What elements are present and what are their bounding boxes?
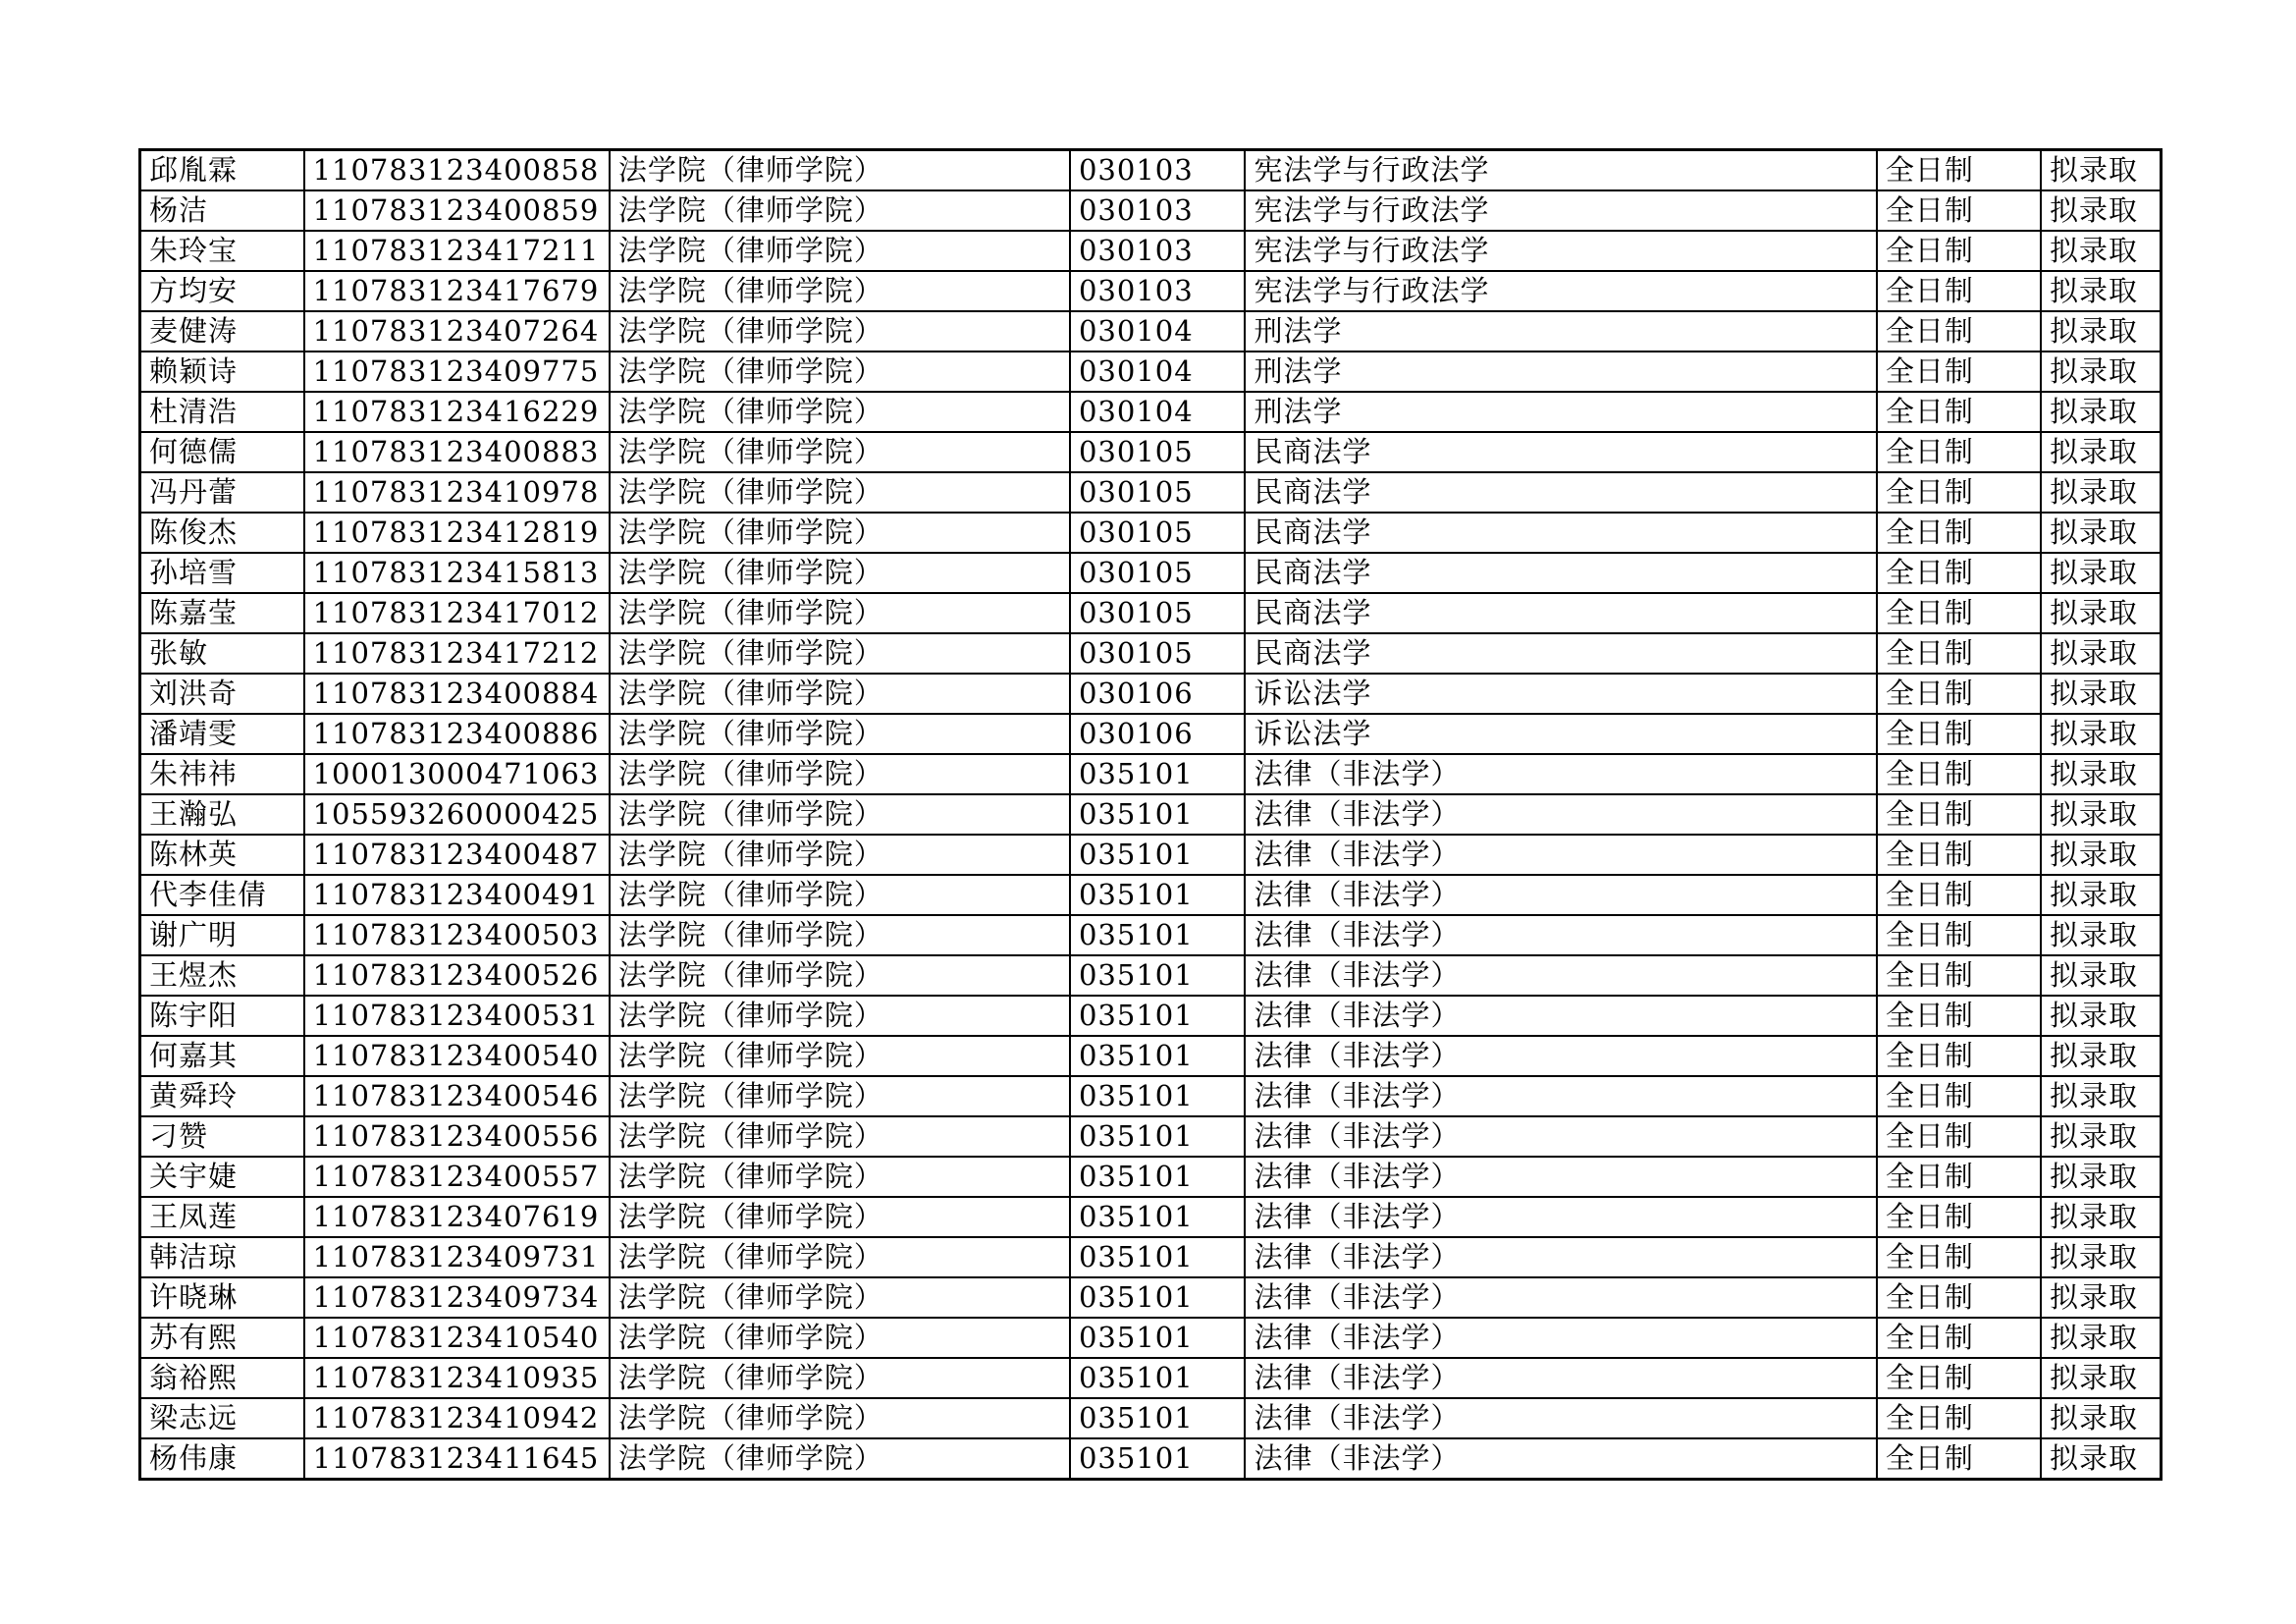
exam-number-cell: 110783123400556	[304, 1116, 610, 1157]
table-row	[140, 553, 2162, 593]
college-cell: 法学院（律师学院）	[610, 392, 1070, 432]
admission-status-cell: 拟录取	[2041, 1076, 2162, 1116]
table-row	[140, 1076, 2162, 1116]
table-row	[140, 1318, 2162, 1358]
college-cell: 法学院（律师学院）	[610, 835, 1070, 875]
major-name-cell: 民商法学	[1245, 432, 1876, 472]
major-code-cell: 035101	[1070, 955, 1246, 996]
exam-number-cell: 110783123416229	[304, 392, 610, 432]
study-mode-cell: 全日制	[1877, 271, 2041, 311]
major-name-cell: 民商法学	[1245, 472, 1876, 513]
major-code-cell: 035101	[1070, 1438, 1246, 1480]
table-row	[140, 1157, 2162, 1197]
major-name-cell: 法律（非法学）	[1245, 1358, 1876, 1398]
admission-status-cell: 拟录取	[2041, 875, 2162, 915]
college-cell: 法学院（律师学院）	[610, 875, 1070, 915]
table-row	[140, 432, 2162, 472]
major-name-cell: 法律（非法学）	[1245, 1318, 1876, 1358]
major-name-cell: 法律（非法学）	[1245, 1398, 1876, 1438]
study-mode-cell: 全日制	[1877, 835, 2041, 875]
college-cell: 法学院（律师学院）	[610, 593, 1070, 633]
study-mode-cell: 全日制	[1877, 150, 2041, 191]
candidate-name-cell: 陈宇阳	[140, 996, 304, 1036]
college-cell: 法学院（律师学院）	[610, 1237, 1070, 1277]
major-code-cell: 030103	[1070, 271, 1246, 311]
major-code-cell: 030105	[1070, 513, 1246, 553]
table-row	[140, 835, 2162, 875]
exam-number-cell: 110783123410942	[304, 1398, 610, 1438]
college-cell: 法学院（律师学院）	[610, 1157, 1070, 1197]
major-code-cell: 030105	[1070, 593, 1246, 633]
candidate-name-cell: 陈林英	[140, 835, 304, 875]
exam-number-cell: 110783123415813	[304, 553, 610, 593]
exam-number-cell: 110783123400858	[304, 150, 610, 191]
exam-number-cell: 110783123400487	[304, 835, 610, 875]
candidate-name-cell: 朱祎祎	[140, 754, 304, 794]
major-name-cell: 法律（非法学）	[1245, 1036, 1876, 1076]
candidate-name-cell: 王瀚弘	[140, 794, 304, 835]
candidate-name-cell: 朱玲宝	[140, 231, 304, 271]
college-cell: 法学院（律师学院）	[610, 915, 1070, 955]
table-row	[140, 352, 2162, 392]
exam-number-cell: 110783123409775	[304, 352, 610, 392]
college-cell: 法学院（律师学院）	[610, 1358, 1070, 1398]
major-name-cell: 民商法学	[1245, 513, 1876, 553]
major-code-cell: 030103	[1070, 231, 1246, 271]
table-row	[140, 231, 2162, 271]
study-mode-cell: 全日制	[1877, 1277, 2041, 1318]
table-row	[140, 593, 2162, 633]
study-mode-cell: 全日制	[1877, 513, 2041, 553]
college-cell: 法学院（律师学院）	[610, 271, 1070, 311]
admission-status-cell: 拟录取	[2041, 674, 2162, 714]
college-cell: 法学院（律师学院）	[610, 1277, 1070, 1318]
college-cell: 法学院（律师学院）	[610, 1036, 1070, 1076]
table-row	[140, 1277, 2162, 1318]
study-mode-cell: 全日制	[1877, 593, 2041, 633]
major-name-cell: 宪法学与行政法学	[1245, 150, 1876, 191]
exam-number-cell: 110783123411645	[304, 1438, 610, 1480]
admission-status-cell: 拟录取	[2041, 352, 2162, 392]
table-row	[140, 955, 2162, 996]
admission-status-cell: 拟录取	[2041, 996, 2162, 1036]
admission-status-cell: 拟录取	[2041, 1277, 2162, 1318]
exam-number-cell: 110783123400540	[304, 1036, 610, 1076]
study-mode-cell: 全日制	[1877, 674, 2041, 714]
candidate-name-cell: 谢广明	[140, 915, 304, 955]
study-mode-cell: 全日制	[1877, 996, 2041, 1036]
candidate-name-cell: 杜清浩	[140, 392, 304, 432]
major-name-cell: 法律（非法学）	[1245, 754, 1876, 794]
major-code-cell: 035101	[1070, 1157, 1246, 1197]
college-cell: 法学院（律师学院）	[610, 1438, 1070, 1480]
major-code-cell: 035101	[1070, 1358, 1246, 1398]
exam-number-cell: 110783123400503	[304, 915, 610, 955]
study-mode-cell: 全日制	[1877, 915, 2041, 955]
table-row	[140, 1036, 2162, 1076]
major-name-cell: 法律（非法学）	[1245, 996, 1876, 1036]
major-name-cell: 诉讼法学	[1245, 674, 1876, 714]
major-code-cell: 035101	[1070, 1318, 1246, 1358]
study-mode-cell: 全日制	[1877, 1398, 2041, 1438]
study-mode-cell: 全日制	[1877, 1116, 2041, 1157]
major-code-cell: 035101	[1070, 915, 1246, 955]
major-name-cell: 法律（非法学）	[1245, 875, 1876, 915]
candidate-name-cell: 方均安	[140, 271, 304, 311]
candidate-name-cell: 杨伟康	[140, 1438, 304, 1480]
candidate-name-cell: 潘靖雯	[140, 714, 304, 754]
admission-status-cell: 拟录取	[2041, 553, 2162, 593]
study-mode-cell: 全日制	[1877, 231, 2041, 271]
major-code-cell: 030104	[1070, 311, 1246, 352]
college-cell: 法学院（律师学院）	[610, 190, 1070, 231]
exam-number-cell: 110783123407619	[304, 1197, 610, 1237]
exam-number-cell: 110783123417211	[304, 231, 610, 271]
major-name-cell: 法律（非法学）	[1245, 955, 1876, 996]
candidate-name-cell: 赖颖诗	[140, 352, 304, 392]
major-name-cell: 法律（非法学）	[1245, 915, 1876, 955]
college-cell: 法学院（律师学院）	[610, 553, 1070, 593]
exam-number-cell: 110783123400859	[304, 190, 610, 231]
exam-number-cell: 110783123400886	[304, 714, 610, 754]
admission-status-cell: 拟录取	[2041, 1358, 2162, 1398]
candidate-name-cell: 麦健涛	[140, 311, 304, 352]
major-code-cell: 035101	[1070, 754, 1246, 794]
study-mode-cell: 全日制	[1877, 553, 2041, 593]
major-name-cell: 刑法学	[1245, 352, 1876, 392]
major-name-cell: 民商法学	[1245, 633, 1876, 674]
exam-number-cell: 110783123400546	[304, 1076, 610, 1116]
candidate-name-cell: 翁裕熙	[140, 1358, 304, 1398]
major-name-cell: 法律（非法学）	[1245, 835, 1876, 875]
admission-status-cell: 拟录取	[2041, 955, 2162, 996]
college-cell: 法学院（律师学院）	[610, 1076, 1070, 1116]
admission-status-cell: 拟录取	[2041, 472, 2162, 513]
table-row	[140, 513, 2162, 553]
major-code-cell: 035101	[1070, 1197, 1246, 1237]
candidate-name-cell: 王煜杰	[140, 955, 304, 996]
study-mode-cell: 全日制	[1877, 714, 2041, 754]
major-code-cell: 030105	[1070, 472, 1246, 513]
table-row	[140, 392, 2162, 432]
exam-number-cell: 110783123400491	[304, 875, 610, 915]
exam-number-cell: 110783123410540	[304, 1318, 610, 1358]
exam-number-cell: 110783123407264	[304, 311, 610, 352]
college-cell: 法学院（律师学院）	[610, 754, 1070, 794]
major-name-cell: 民商法学	[1245, 553, 1876, 593]
exam-number-cell: 105593260000425	[304, 794, 610, 835]
study-mode-cell: 全日制	[1877, 1318, 2041, 1358]
major-code-cell: 035101	[1070, 1076, 1246, 1116]
admission-status-cell: 拟录取	[2041, 1398, 2162, 1438]
college-cell: 法学院（律师学院）	[610, 472, 1070, 513]
table-row	[140, 1398, 2162, 1438]
candidate-name-cell: 梁志远	[140, 1398, 304, 1438]
college-cell: 法学院（律师学院）	[610, 513, 1070, 553]
college-cell: 法学院（律师学院）	[610, 1318, 1070, 1358]
study-mode-cell: 全日制	[1877, 432, 2041, 472]
college-cell: 法学院（律师学院）	[610, 996, 1070, 1036]
admission-status-cell: 拟录取	[2041, 794, 2162, 835]
major-name-cell: 法律（非法学）	[1245, 1277, 1876, 1318]
admission-status-cell: 拟录取	[2041, 231, 2162, 271]
table-body	[140, 150, 2162, 1480]
college-cell: 法学院（律师学院）	[610, 311, 1070, 352]
major-code-cell: 035101	[1070, 794, 1246, 835]
college-cell: 法学院（律师学院）	[610, 432, 1070, 472]
study-mode-cell: 全日制	[1877, 1036, 2041, 1076]
major-name-cell: 宪法学与行政法学	[1245, 190, 1876, 231]
table-row	[140, 915, 2162, 955]
major-code-cell: 030105	[1070, 432, 1246, 472]
study-mode-cell: 全日制	[1877, 352, 2041, 392]
admission-status-cell: 拟录取	[2041, 1036, 2162, 1076]
study-mode-cell: 全日制	[1877, 1197, 2041, 1237]
major-name-cell: 民商法学	[1245, 593, 1876, 633]
admission-status-cell: 拟录取	[2041, 1157, 2162, 1197]
study-mode-cell: 全日制	[1877, 1076, 2041, 1116]
major-name-cell: 宪法学与行政法学	[1245, 271, 1876, 311]
table-row	[140, 714, 2162, 754]
major-code-cell: 030103	[1070, 190, 1246, 231]
study-mode-cell: 全日制	[1877, 754, 2041, 794]
candidate-name-cell: 何嘉其	[140, 1036, 304, 1076]
major-code-cell: 035101	[1070, 996, 1246, 1036]
candidate-name-cell: 邱胤霖	[140, 150, 304, 191]
major-name-cell: 法律（非法学）	[1245, 1197, 1876, 1237]
table-row	[140, 1197, 2162, 1237]
study-mode-cell: 全日制	[1877, 875, 2041, 915]
study-mode-cell: 全日制	[1877, 794, 2041, 835]
major-name-cell: 法律（非法学）	[1245, 1157, 1876, 1197]
admission-status-cell: 拟录取	[2041, 1116, 2162, 1157]
major-name-cell: 宪法学与行政法学	[1245, 231, 1876, 271]
study-mode-cell: 全日制	[1877, 190, 2041, 231]
exam-number-cell: 100013000471063	[304, 754, 610, 794]
table-row	[140, 1116, 2162, 1157]
major-code-cell: 030105	[1070, 633, 1246, 674]
admission-status-cell: 拟录取	[2041, 593, 2162, 633]
college-cell: 法学院（律师学院）	[610, 674, 1070, 714]
candidate-name-cell: 关宇婕	[140, 1157, 304, 1197]
candidate-name-cell: 陈嘉莹	[140, 593, 304, 633]
candidate-name-cell: 何德儒	[140, 432, 304, 472]
admission-list-table	[138, 148, 2163, 1481]
major-name-cell: 刑法学	[1245, 311, 1876, 352]
table-row	[140, 674, 2162, 714]
exam-number-cell: 110783123410978	[304, 472, 610, 513]
candidate-name-cell: 陈俊杰	[140, 513, 304, 553]
exam-number-cell: 110783123417212	[304, 633, 610, 674]
admission-status-cell: 拟录取	[2041, 835, 2162, 875]
table-row	[140, 190, 2162, 231]
study-mode-cell: 全日制	[1877, 1358, 2041, 1398]
major-name-cell: 诉讼法学	[1245, 714, 1876, 754]
exam-number-cell: 110783123417012	[304, 593, 610, 633]
college-cell: 法学院（律师学院）	[610, 1197, 1070, 1237]
major-name-cell: 法律（非法学）	[1245, 1237, 1876, 1277]
table-row	[140, 1358, 2162, 1398]
college-cell: 法学院（律师学院）	[610, 955, 1070, 996]
major-code-cell: 035101	[1070, 1036, 1246, 1076]
candidate-name-cell: 代李佳倩	[140, 875, 304, 915]
admission-status-cell: 拟录取	[2041, 432, 2162, 472]
college-cell: 法学院（律师学院）	[610, 794, 1070, 835]
major-name-cell: 法律（非法学）	[1245, 1438, 1876, 1480]
admission-status-cell: 拟录取	[2041, 915, 2162, 955]
college-cell: 法学院（律师学院）	[610, 714, 1070, 754]
college-cell: 法学院（律师学院）	[610, 231, 1070, 271]
table-row	[140, 311, 2162, 352]
exam-number-cell: 110783123410935	[304, 1358, 610, 1398]
admission-status-cell: 拟录取	[2041, 754, 2162, 794]
admission-status-cell: 拟录取	[2041, 150, 2162, 191]
candidate-name-cell: 许晓琳	[140, 1277, 304, 1318]
study-mode-cell: 全日制	[1877, 1157, 2041, 1197]
major-code-cell: 030104	[1070, 352, 1246, 392]
admission-status-cell: 拟录取	[2041, 1438, 2162, 1480]
college-cell: 法学院（律师学院）	[610, 352, 1070, 392]
major-code-cell: 035101	[1070, 1398, 1246, 1438]
major-code-cell: 030105	[1070, 553, 1246, 593]
major-code-cell: 030106	[1070, 674, 1246, 714]
table-row	[140, 271, 2162, 311]
candidate-name-cell: 苏有熙	[140, 1318, 304, 1358]
study-mode-cell: 全日制	[1877, 311, 2041, 352]
major-code-cell: 035101	[1070, 1277, 1246, 1318]
major-code-cell: 035101	[1070, 1116, 1246, 1157]
major-code-cell: 030103	[1070, 150, 1246, 191]
admission-status-cell: 拟录取	[2041, 392, 2162, 432]
table-row	[140, 633, 2162, 674]
study-mode-cell: 全日制	[1877, 1438, 2041, 1480]
table-row	[140, 472, 2162, 513]
major-name-cell: 法律（非法学）	[1245, 794, 1876, 835]
study-mode-cell: 全日制	[1877, 633, 2041, 674]
candidate-name-cell: 冯丹蕾	[140, 472, 304, 513]
study-mode-cell: 全日制	[1877, 1237, 2041, 1277]
admission-status-cell: 拟录取	[2041, 190, 2162, 231]
study-mode-cell: 全日制	[1877, 955, 2041, 996]
candidate-name-cell: 刁赞	[140, 1116, 304, 1157]
study-mode-cell: 全日制	[1877, 392, 2041, 432]
exam-number-cell: 110783123417679	[304, 271, 610, 311]
candidate-name-cell: 韩洁琼	[140, 1237, 304, 1277]
candidate-name-cell: 刘洪奇	[140, 674, 304, 714]
candidate-name-cell: 杨洁	[140, 190, 304, 231]
table-row	[140, 1237, 2162, 1277]
admission-status-cell: 拟录取	[2041, 513, 2162, 553]
admission-status-cell: 拟录取	[2041, 714, 2162, 754]
major-name-cell: 法律（非法学）	[1245, 1116, 1876, 1157]
exam-number-cell: 110783123409734	[304, 1277, 610, 1318]
college-cell: 法学院（律师学院）	[610, 1398, 1070, 1438]
major-code-cell: 030104	[1070, 392, 1246, 432]
major-name-cell: 刑法学	[1245, 392, 1876, 432]
exam-number-cell: 110783123400883	[304, 432, 610, 472]
exam-number-cell: 110783123409731	[304, 1237, 610, 1277]
table-row	[140, 150, 2162, 191]
exam-number-cell: 110783123400531	[304, 996, 610, 1036]
major-name-cell: 法律（非法学）	[1245, 1076, 1876, 1116]
candidate-name-cell: 张敏	[140, 633, 304, 674]
admission-status-cell: 拟录取	[2041, 633, 2162, 674]
major-code-cell: 035101	[1070, 835, 1246, 875]
admission-status-cell: 拟录取	[2041, 1237, 2162, 1277]
college-cell: 法学院（律师学院）	[610, 633, 1070, 674]
table-row	[140, 996, 2162, 1036]
college-cell: 法学院（律师学院）	[610, 1116, 1070, 1157]
table-row	[140, 1438, 2162, 1480]
college-cell: 法学院（律师学院）	[610, 150, 1070, 191]
admission-status-cell: 拟录取	[2041, 1318, 2162, 1358]
exam-number-cell: 110783123400884	[304, 674, 610, 714]
exam-number-cell: 110783123412819	[304, 513, 610, 553]
major-code-cell: 035101	[1070, 875, 1246, 915]
candidate-name-cell: 黄舜玲	[140, 1076, 304, 1116]
candidate-name-cell: 王凤莲	[140, 1197, 304, 1237]
table-row	[140, 794, 2162, 835]
exam-number-cell: 110783123400557	[304, 1157, 610, 1197]
candidate-name-cell: 孙培雪	[140, 553, 304, 593]
table-row	[140, 754, 2162, 794]
study-mode-cell: 全日制	[1877, 472, 2041, 513]
major-code-cell: 035101	[1070, 1237, 1246, 1277]
table-row	[140, 875, 2162, 915]
admission-status-cell: 拟录取	[2041, 1197, 2162, 1237]
major-code-cell: 030106	[1070, 714, 1246, 754]
admission-status-cell: 拟录取	[2041, 311, 2162, 352]
admission-status-cell: 拟录取	[2041, 271, 2162, 311]
exam-number-cell: 110783123400526	[304, 955, 610, 996]
